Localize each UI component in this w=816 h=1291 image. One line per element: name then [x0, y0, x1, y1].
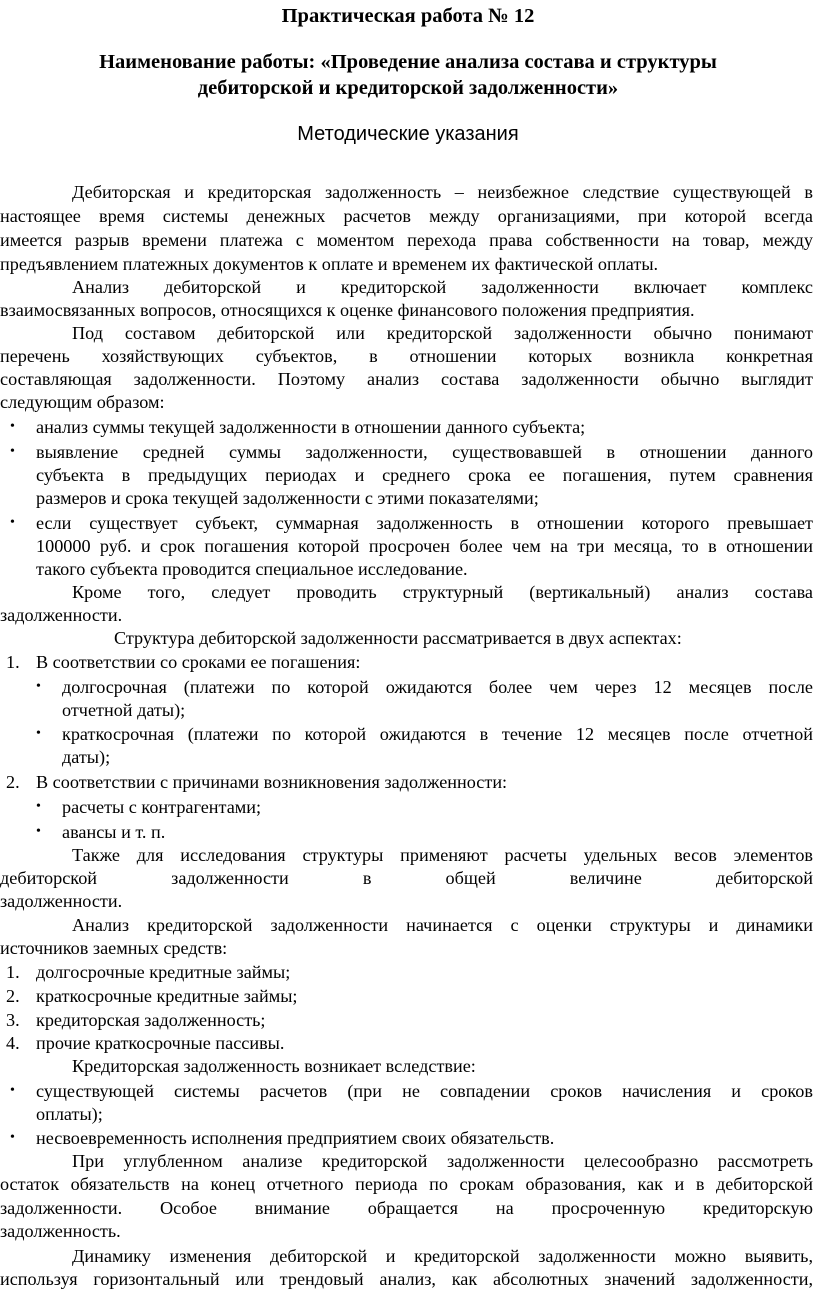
text-line: отчетной даты);: [62, 700, 186, 720]
text-line: задолженности.: [0, 605, 123, 625]
bullet-icon: •: [36, 679, 41, 694]
text-line: Также для исследования структуры применяют расчеты удельных весов элементов: [72, 845, 813, 865]
list-number: 4.: [6, 1033, 20, 1053]
bullet-icon: •: [36, 799, 41, 814]
text-line: задолженности.: [0, 891, 123, 911]
text-line: используя горизонтальный или трендовый анализ, как абсолютных значений задолженности,: [0, 1269, 813, 1289]
bullet-icon: •: [10, 419, 15, 434]
bullet-icon: •: [10, 1083, 15, 1098]
list-number: 3.: [6, 1010, 20, 1030]
text-line: 100000 руб. и срок погашения которой просрочен более чем на три месяца, то в отношении: [36, 536, 813, 556]
text-line: перечень хозяйствующих субъектов, в отношении которых возникла конкретная: [0, 346, 813, 366]
text-line: оплаты);: [36, 1104, 103, 1124]
section-heading: Методические указания: [297, 123, 519, 145]
text-line: Анализ кредиторской задолженности начинается с оценки структуры и динамики: [72, 915, 813, 935]
text-line: Под составом дебиторской или кредиторской задолженности обычно понимают: [72, 323, 813, 343]
text-line: следующим образом:: [0, 392, 165, 412]
text-line: прочие краткосрочные пассивы.: [36, 1033, 285, 1053]
text-line: выявление средней суммы задолженности, существовавшей в отношении данного: [36, 442, 813, 462]
text-line: составляющая задолженности. Поэтому анализ состава задолженности обычно выглядит: [0, 369, 813, 389]
text-line: долгосрочные кредитные займы;: [36, 962, 291, 982]
text-line: В соответствии с причинами возникновения задолженности:: [36, 772, 508, 792]
text-line: краткосрочные кредитные займы;: [36, 986, 298, 1006]
list-number: 1.: [6, 962, 20, 982]
text-line: настоящее время системы денежных расчетов между организациями, при которой всегда: [0, 206, 813, 226]
text-line: кредиторская задолженность;: [36, 1010, 266, 1030]
bullet-icon: •: [10, 1130, 15, 1145]
text-line: Кредиторская задолженность возникает вследствие:: [72, 1056, 476, 1076]
list-number: 2.: [6, 986, 20, 1006]
page-title: Практическая работа № 12: [281, 5, 535, 27]
text-line: авансы и т. п.: [62, 822, 166, 842]
text-line: При углубленном анализе кредиторской задолженности целесообразно рассмотреть: [72, 1151, 813, 1171]
list-number: 1.: [6, 652, 20, 672]
text-line: задолженности. Особое внимание обращается на просроченную кредиторскую: [0, 1198, 813, 1218]
text-line: задолженность.: [0, 1221, 121, 1241]
text-line: взаимосвязанных вопросов, относящихся к оценке финансового положения предприятия.: [0, 300, 695, 320]
text-line: Кроме того, следует проводить структурный (вертикальный) анализ состава: [72, 582, 813, 602]
work-name-line-2: дебиторской и кредиторской задолженности»: [197, 77, 619, 99]
text-line: краткосрочная (платежи по которой ожидаются в течение 12 месяцев после отчетной: [62, 724, 813, 744]
text-line: долгосрочная (платежи по которой ожидаются более чем через 12 месяцев после: [62, 677, 813, 697]
text-line: размеров и срока текущей задолженности с этими показателями;: [36, 488, 539, 508]
text-line: Структура дебиторской задолженности рассматривается в двух аспектах:: [114, 628, 682, 648]
text-line: В соответствии со сроками ее погашения:: [36, 652, 361, 672]
bullet-icon: •: [36, 824, 41, 839]
text-line: Анализ дебиторской и кредиторской задолженности включает комплекс: [72, 277, 813, 297]
text-line: если существует субъект, суммарная задолженность в отношении которого превышает: [36, 513, 813, 533]
text-line: даты);: [62, 747, 111, 767]
text-line: имеется разрыв времени платежа с моментом перехода права собственности на товар, между: [0, 230, 813, 250]
text-line: предъявлением платежных документов к оплате и временем их фактической оплаты.: [0, 254, 659, 274]
text-line: такого субъекта проводится специальное исследование.: [36, 559, 468, 579]
text-line: остаток обязательств на конец отчетного периода по срокам образования, как и в дебиторской: [0, 1174, 813, 1194]
text-line: субъекта в предыдущих периодах и среднего срока ее погашения, путем сравнения: [36, 465, 813, 485]
text-line: расчеты с контрагентами;: [62, 797, 262, 817]
text-line: анализ суммы текущей задолженности в отношении данного субъекта;: [36, 417, 586, 437]
text-line: существующей системы расчетов (при не совпадении сроков начисления и сроков: [36, 1081, 813, 1101]
bullet-icon: •: [10, 444, 15, 459]
bullet-icon: •: [36, 726, 41, 741]
text-line: Динамику изменения дебиторской и кредиторской задолженности можно выявить,: [72, 1246, 813, 1266]
text-line: несвоевременность исполнения предприятием своих обязательств.: [36, 1128, 555, 1148]
text-line: Дебиторская и кредиторская задолженность – неизбежное следствие существующей в: [72, 182, 813, 202]
bullet-icon: •: [10, 515, 15, 530]
text-line: дебиторской задолженности в общей величине дебиторской: [0, 868, 813, 888]
work-name-line-1: Наименование работы: «Проведение анализа состава и структуры: [99, 51, 717, 73]
text-line: источников заемных средств:: [0, 938, 228, 958]
list-number: 2.: [6, 772, 20, 792]
